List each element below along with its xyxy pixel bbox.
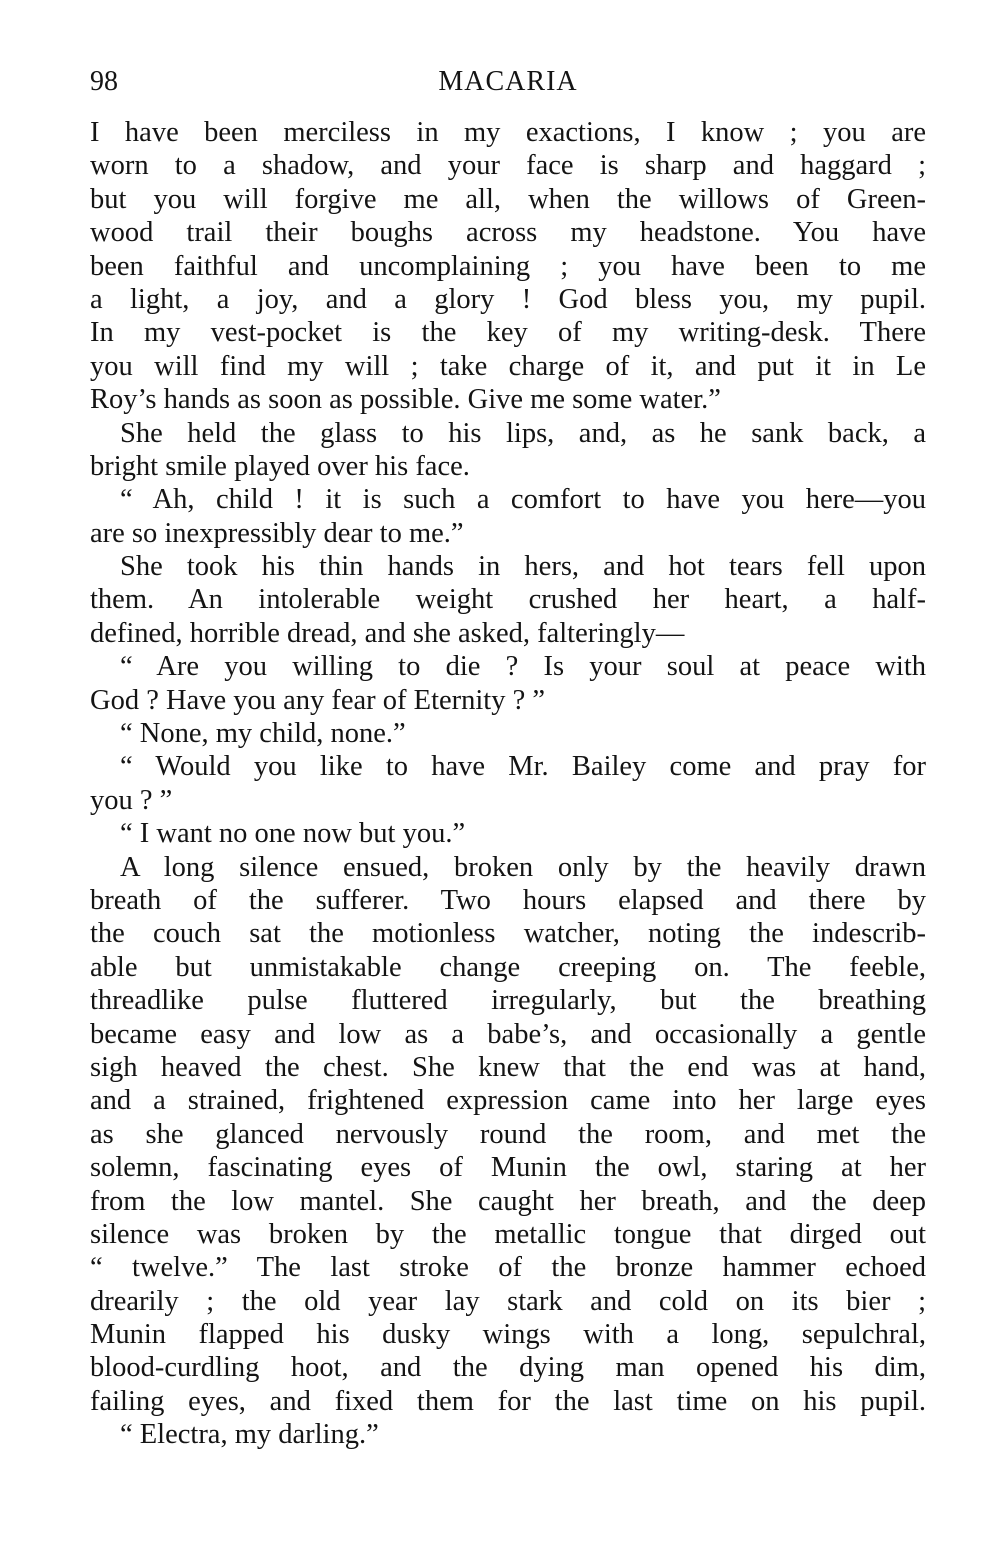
text-line: “ twelve.” The last stroke of the bronze hammer echoed [90, 1252, 926, 1284]
text-line: “ Would you like to have Mr. Bailey come and pray for [120, 751, 926, 783]
text-line: threadlike pulse fluttered irregularly, but the breathing [90, 985, 926, 1017]
text-line: failing eyes, and fixed them for the last time on his pupil. [90, 1385, 926, 1417]
text-line: a light, a joy, and a glory ! God bless you, my pupil. [90, 283, 926, 315]
text-line: silence was broken by the metallic tongue that dirged out [90, 1218, 926, 1250]
text-line: God ? Have you any fear of Eternity ? ” [90, 684, 546, 716]
text-line: In my vest-pocket is the key of my writing-desk. There [90, 317, 926, 349]
text-line: I have been merciless in my exactions, I know ; you are [90, 117, 926, 148]
text-line: “ I want no one now but you.” [120, 818, 466, 850]
text-line: “ Electra, my darling.” [120, 1419, 379, 1451]
text-line: drearily ; the old year lay stark and cold on its bier ; [90, 1285, 926, 1317]
text-line: solemn, fascinating eyes of Munin the owl, staring at her [90, 1152, 926, 1184]
text-line: been faithful and uncomplaining ; you have been to me [90, 250, 926, 282]
text-line: defined, horrible dread, and she asked, falteringly— [90, 617, 685, 649]
text-line: are so inexpressibly dear to me.” [90, 517, 464, 549]
text-line: bright smile played over his face. [90, 450, 470, 482]
text-line: the couch sat the motionless watcher, noting the indescrib- [90, 918, 926, 950]
body-text [90, 116, 926, 1452]
text-line: She took his thin hands in hers, and hot tears fell upon [120, 551, 926, 583]
text-line: you will find my will ; take charge of it, and put it in Le [90, 350, 926, 382]
text-line: worn to a shadow, and your face is sharp and haggard ; [90, 150, 926, 182]
page-header [90, 62, 926, 102]
page-number: 98 [90, 66, 118, 97]
text-line: blood-curdling hoot, and the dying man opened his dim, [90, 1352, 926, 1384]
text-line: breath of the sufferer. Two hours elapsed and there by [90, 884, 926, 916]
text-line: from the low mantel. She caught her breath, and the deep [90, 1185, 926, 1217]
text-line: Roy’s hands as soon as possible. Give me some water.” [90, 384, 721, 416]
text-line: wood trail their boughs across my headstone. You have [90, 217, 926, 249]
running-title: MACARIA [438, 66, 578, 97]
text-line: “ Are you willing to die ? Is your soul at peace with [120, 651, 926, 683]
text-line: “ None, my child, none.” [120, 718, 406, 750]
text-line: A long silence ensued, broken only by the heavily drawn [120, 851, 926, 883]
text-line: but you will forgive me all, when the willows of Green- [90, 183, 926, 215]
text-line: you ? ” [90, 784, 173, 816]
text-line: able but unmistakable change creeping on. The feeble, [90, 951, 926, 983]
text-line: sigh heaved the chest. She knew that the end was at hand, [90, 1051, 926, 1083]
text-line: as she glanced nervously round the room, and met the [90, 1118, 926, 1150]
text-line: She held the glass to his lips, and, as he sank back, a [120, 417, 926, 449]
text-line: them. An intolerable weight crushed her heart, a half- [90, 584, 926, 616]
text-line: became easy and low as a babe’s, and occasionally a gentle [90, 1018, 926, 1050]
text-line: “ Ah, child ! it is such a comfort to have you here—you [120, 484, 926, 516]
text-line: Munin flapped his dusky wings with a long, sepulchral, [90, 1319, 926, 1351]
text-line: and a strained, frightened expression came into her large eyes [90, 1085, 926, 1117]
